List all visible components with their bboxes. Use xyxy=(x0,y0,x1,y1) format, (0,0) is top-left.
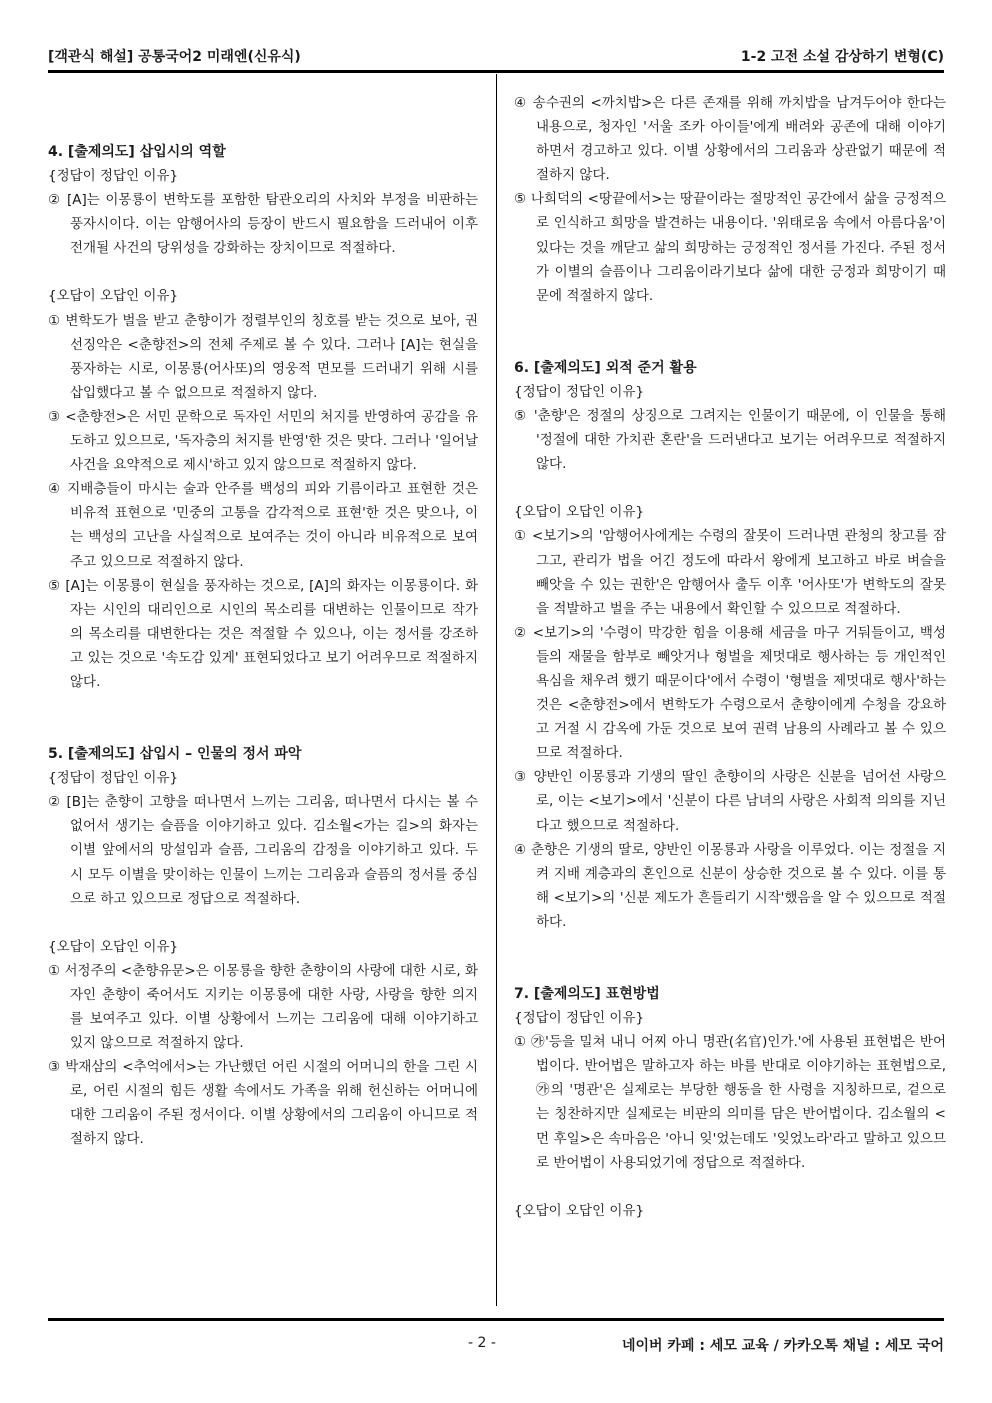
q4-correct-label: {정답이 정답인 이유} xyxy=(48,168,179,185)
q5-correct-text: ② [B]는 춘향이 고향을 떠나면서 느끼는 그리움, 떠나면서 다시는 볼 수 없어서 생기는 슬픔을 이야기하고 있다. 김소월<가는 길>의 화자는 이별 앞에서의 망설임과 슬픔, 그리움의 감정을 이야기하고 있다. 두 시 모두 이별을 맞이하는 인물이 느끼는 그리움과 슬픔의 정서를 중심으로 하고 있으므로 정답으로 적절하다. xyxy=(48,794,478,907)
page-number: - 2 - xyxy=(468,1335,496,1351)
q4-wrong-1: ① 변학도가 벌을 받고 춘향이가 정렬부인의 칭호를 받는 것으로 보아, 권선징악은 <춘향전>의 전체 주제로 볼 수 있다. 그러나 [A]는 현실을 풍자하는 시로, 이몽룡(어사또)의 영웅적 면모를 드러내기 위해 시를 삽입했다고 볼 수 없으므로 적절하지 않다. xyxy=(48,312,478,401)
q6-wrong-1: ① <보기>의 '암행어사에게는 수령의 잘못이 드러나면 관청의 창고를 잠그고, 관리가 법을 어긴 정도에 따라서 왕에게 보고하고 바로 벼슬을 빼앗을 수 있는 권한'은 암행어사 출두 이후 '어사또'가 변학도의 잘못을 적발하고 벌을 주는 내용에서 확인할 수 있으므로 적절하다. xyxy=(514,528,946,617)
q5-wrong-3: ③ 박재삼의 <추억에서>는 가난했던 어린 시절의 어머니의 한을 그린 시로, 어린 시절의 힘든 생활 속에서도 가족을 위해 헌신하는 어머니에 대한 그리움이 주된 정서이다. 이별 상황에서의 그리움이 아니므로 적절하지 않다. xyxy=(48,1059,478,1148)
q7-title: 7. [출제의도] 표현방법 xyxy=(514,986,660,1002)
q6-correct-label: {정답이 정답인 이유} xyxy=(514,383,645,400)
header-right-title: 1-2 고전 소설 감상하기 변형(C) xyxy=(740,49,944,65)
q4-correct-text: ② [A]는 이몽룡이 변학도를 포함한 탐관오리의 사치와 부정을 비판하는 풍자시이다. 이는 암행어사의 등장이 반드시 필요함을 드러내어 이후 전개될 사건의 당위성을 강화하는 장치이므로 적절하다. xyxy=(48,192,478,257)
header-left-title: [객관식 해설] 공통국어2 미래엔(신유식) xyxy=(48,49,301,65)
q6-wrong-label: {오답이 오답인 이유} xyxy=(514,504,645,521)
q7-correct-text: ① ㉮'등을 밀쳐 내니 어찌 아니 명관(名官)인가.'에 사용된 표현법은 반어법이다. 반어법은 말하고자 하는 바를 반대로 이야기하는 표현법으로, ㉮의 '명관'은 실제로는 부당한 행동을 한 사령을 지칭하므로, 겉으로는 칭찬하지만 실제로는 비판의 의미를 담은 반어법이다. 김소월의 <먼 후일>은 속마음은 '아니 잊'었는데도 '잊었노라'라고 말하고 있으므로 반어법이 사용되었기에 정답으로 적절하다. xyxy=(514,1034,946,1171)
q7-correct-label: {정답이 정답인 이유} xyxy=(514,1010,645,1027)
footer-rule xyxy=(48,1318,944,1321)
header-rule xyxy=(48,70,944,73)
q4-wrong-label: {오답이 오답인 이유} xyxy=(48,288,179,305)
q6-title: 6. [출제의도] 외적 준거 활용 xyxy=(514,359,697,376)
q5-correct-label: {정답이 정답인 이유} xyxy=(48,770,179,787)
footer-channel-info: 네이버 카페 : 세모 교육 / 카카오톡 채널 : 세모 국어 xyxy=(621,1338,944,1354)
q4-wrong-3: ③ <춘향전>은 서민 문학으로 독자인 서민의 처지를 반영하여 공감을 유도하고 있으므로, '독자층의 처지를 반영'한 것은 맞다. 그러나 '일어날 사건을 요약적으로 제시'하고 있지 않으므로 적절하지 않다. xyxy=(48,408,478,474)
q5-wrong-label: {오답이 오답인 이유} xyxy=(48,938,179,955)
q6-wrong-2: ② <보기>의 '수령이 막강한 힘을 이용해 세금을 마구 거둬들이고, 백성들의 재물을 함부로 빼앗거나 형벌을 제멋대로 행사하는 등 개인적인 욕심을 채우려 했기 때문이다'에서 수령이 '형벌을 제멋대로 행사'하는 것은 <춘향전>에서 변학도가 수령으로서 춘향이에게 수청을 강요하고 거절 시 감옥에 가둔 것으로 보여 권력 남용의 사례라고 볼 수 있으므로 적절하다. xyxy=(514,624,946,762)
page-header xyxy=(48,46,944,68)
q6-correct-text: ⑤ '춘향'은 정절의 상징으로 그려지는 인물이기 때문에, 이 인물을 통해 '정절에 대한 가치관 혼란'을 드러낸다고 보기는 어려우므로 적절하지 않다. xyxy=(514,408,946,473)
q5-wrong-4: ④ 송수권의 <까치밥>은 다른 존재를 위해 까치밥을 남겨두어야 한다는 내용으로, 청자인 '서울 조카 아이들'에게 배려와 공존에 대해 이야기하면서 경고하고 있다. 이별 상황에서의 그리움과 상관없기 때문에 적절하지 않다. xyxy=(514,95,946,184)
q6-wrong-4: ④ 춘향은 기생의 딸로, 양반인 이몽룡과 사랑을 이루었다. 이는 정절을 지켜 지배 계층과의 혼인으로 신분이 상승한 것으로 볼 수 있다. 이를 통해 <보기>의 '신분 제도가 흔들리기 시작'했음을 알 수 있으므로 적절하다. xyxy=(514,841,946,930)
right-column xyxy=(514,91,946,1223)
q4-wrong-5: ⑤ [A]는 이몽룡이 현실을 풍자하는 것으로, [A]의 화자는 이몽룡이다. 화자는 시인의 대리인으로 시인의 목소리를 대변하는 인물이므로 작가의 목소리를 대변한다는 것은 적절할 수 있으나, 이는 정서를 강조하고 있는 것으로 '속도감 있게' 표현되었다고 보기 어려우므로 적절하지 않다. xyxy=(48,577,478,690)
q6-wrong-3: ③ 양반인 이몽룡과 기생의 딸인 춘향이의 사랑은 신분을 넘어선 사랑으로, 이는 <보기>에서 '신분이 다른 남녀의 사랑은 사회적 의의를 지닌다고 했으므로 적절하다. xyxy=(514,769,946,834)
column-divider xyxy=(496,74,497,1306)
q7-wrong-label: {오답이 오답인 이유} xyxy=(514,1202,645,1219)
q4-wrong-4: ④ 지배층들이 마시는 술과 안주를 백성의 피와 기름이라고 표현한 것은 비유적 표현으로 '민중의 고통을 감각적으로 표현'한 것은 맞으나, 이는 백성의 고난을 사실적으로 보여주는 것이 아니라 비유적으로 보여주고 있으므로 적절하지 않다. xyxy=(48,481,478,570)
q5-wrong-1: ① 서정주의 <춘향유문>은 이몽룡을 향한 춘향이의 사랑에 대한 시로, 화자인 춘향이 죽어서도 지키는 이몽룡에 대한 사랑, 사랑을 향한 의지를 보여주고 있다. 이별 상황에서 느끼는 그리움에 대해 이야기하고 있지 않으므로 적절하지 않다. xyxy=(48,962,478,1052)
q4-title: 4. [출제의도] 삽입시의 역할 xyxy=(48,144,226,160)
q5-title: 5. [출제의도] 삽입시 – 인물의 정서 파악 xyxy=(48,746,302,763)
q5-wrong-5: ⑤ 나희덕의 <땅끝에서>는 땅끝이라는 절망적인 공간에서 삶을 긍정적으로 인식하고 희망을 발견하는 내용이다. '위태로움 속에서 아름다움'이 있다는 것을 깨닫고 삶의 희망하는 긍정적인 정서를 가진다. 주된 정서가 이별의 슬픔이나 그리움이라기보다 삶에 대한 긍정과 희망이기 때문에 적절하지 않다. xyxy=(514,191,946,304)
left-column xyxy=(48,140,478,1152)
